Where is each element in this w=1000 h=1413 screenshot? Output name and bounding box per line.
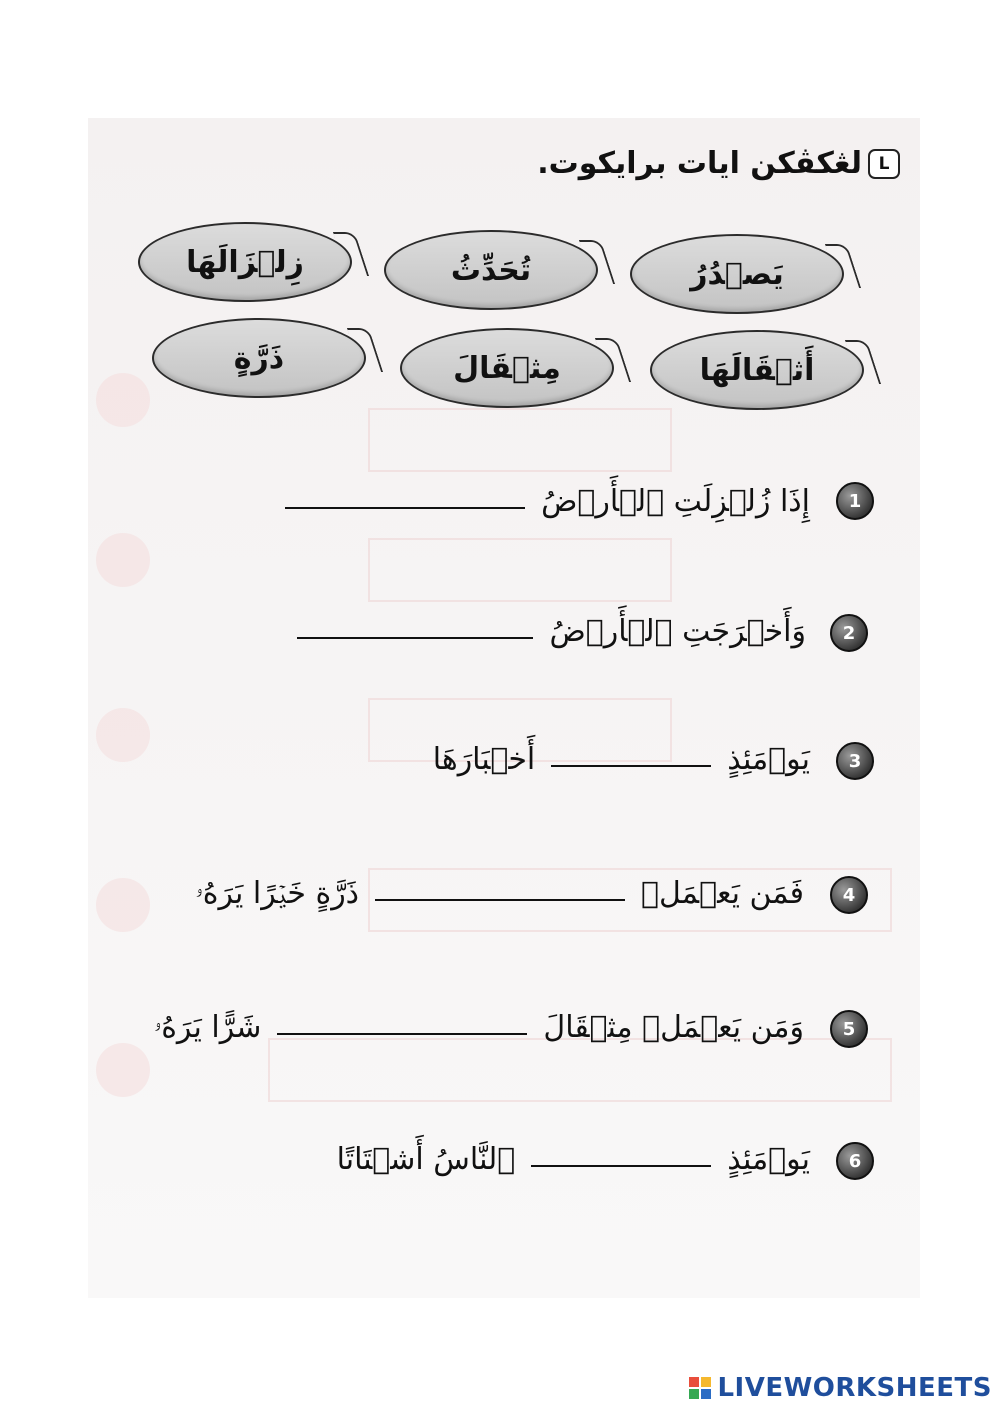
word-bank-chip-label: مِثۡقَالَ — [453, 350, 561, 386]
question-line — [337, 1142, 810, 1177]
word-bank-chip[interactable] — [384, 230, 598, 310]
background-grid — [368, 538, 672, 602]
answer-blank[interactable] — [375, 898, 625, 901]
answer-blank[interactable] — [277, 1032, 527, 1035]
question-number: 2 — [830, 614, 868, 652]
answer-blank[interactable] — [531, 1164, 711, 1167]
question-text-after: شَرًّا يَرَهُۥ — [153, 1010, 262, 1045]
question-text: فَمَن يَعۡمَلۡ — [641, 876, 804, 911]
section-badge: L — [868, 149, 900, 179]
logo-square-red — [689, 1377, 699, 1387]
question-line — [195, 876, 804, 911]
background-circle — [96, 533, 150, 587]
question-text-after: ذَرَّةٍ خَيۡرًا يَرَهُۥ — [195, 876, 360, 911]
question-text: يَوۡمَئِذٍ — [727, 1142, 810, 1177]
answer-blank[interactable] — [551, 764, 711, 767]
answer-blank[interactable] — [297, 636, 533, 639]
word-bank-chip[interactable] — [400, 328, 614, 408]
background-circle — [96, 373, 150, 427]
question-text-after: ٱلنَّاسُ أَشۡتَاتًا — [336, 1142, 516, 1177]
word-bank-chip-label: زِلۡزَالَهَا — [186, 244, 304, 280]
logo-mark-icon — [689, 1377, 711, 1399]
logo-square-green — [689, 1389, 699, 1399]
word-bank-chip[interactable] — [650, 330, 864, 410]
question-line — [285, 484, 810, 519]
question-number: 1 — [836, 482, 874, 520]
word-bank-chip-label: ذَرَّةٍ — [233, 340, 285, 376]
liveworksheets-logo — [689, 1373, 992, 1403]
question-number: 3 — [836, 742, 874, 780]
answer-blank[interactable] — [285, 506, 525, 509]
question-text: إِذَا زُلۡزِلَتِ ٱلۡأَرۡضُ — [541, 484, 810, 519]
word-bank-chip[interactable] — [138, 222, 352, 302]
word-bank-chip[interactable] — [152, 318, 366, 398]
background-circle — [96, 1043, 150, 1097]
question-text: وَمَن يَعۡمَلۡ مِثۡقَالَ — [543, 1010, 804, 1045]
question-line — [154, 1010, 804, 1045]
logo-text: LIVEWORKSHEETS — [717, 1373, 992, 1403]
question-number: 5 — [830, 1010, 868, 1048]
background-circle — [96, 878, 150, 932]
question-line — [297, 614, 806, 649]
question-text-after: أَخۡبَارَهَا — [432, 742, 536, 777]
question-number: 4 — [830, 876, 868, 914]
question-text: وَأَخۡرَجَتِ ٱلۡأَرۡضُ — [549, 614, 806, 649]
word-bank-chip-label: تُحَدِّثُ — [450, 252, 532, 288]
question-number: 6 — [836, 1142, 874, 1180]
logo-square-yellow — [701, 1377, 711, 1387]
word-bank-chip-label: أَثۡقَالَهَا — [699, 352, 815, 388]
word-bank-chip[interactable] — [630, 234, 844, 314]
word-bank-chip-label: يَصۡدُرُ — [690, 256, 784, 292]
background-grid — [368, 408, 672, 472]
question-text: يَوۡمَئِذٍ — [727, 742, 810, 777]
question-line — [433, 742, 810, 777]
instruction-text: لڠكڤكن ايات برايكوت. — [537, 146, 862, 181]
background-circle — [96, 708, 150, 762]
logo-square-blue — [701, 1389, 711, 1399]
background-grid — [268, 1038, 892, 1102]
